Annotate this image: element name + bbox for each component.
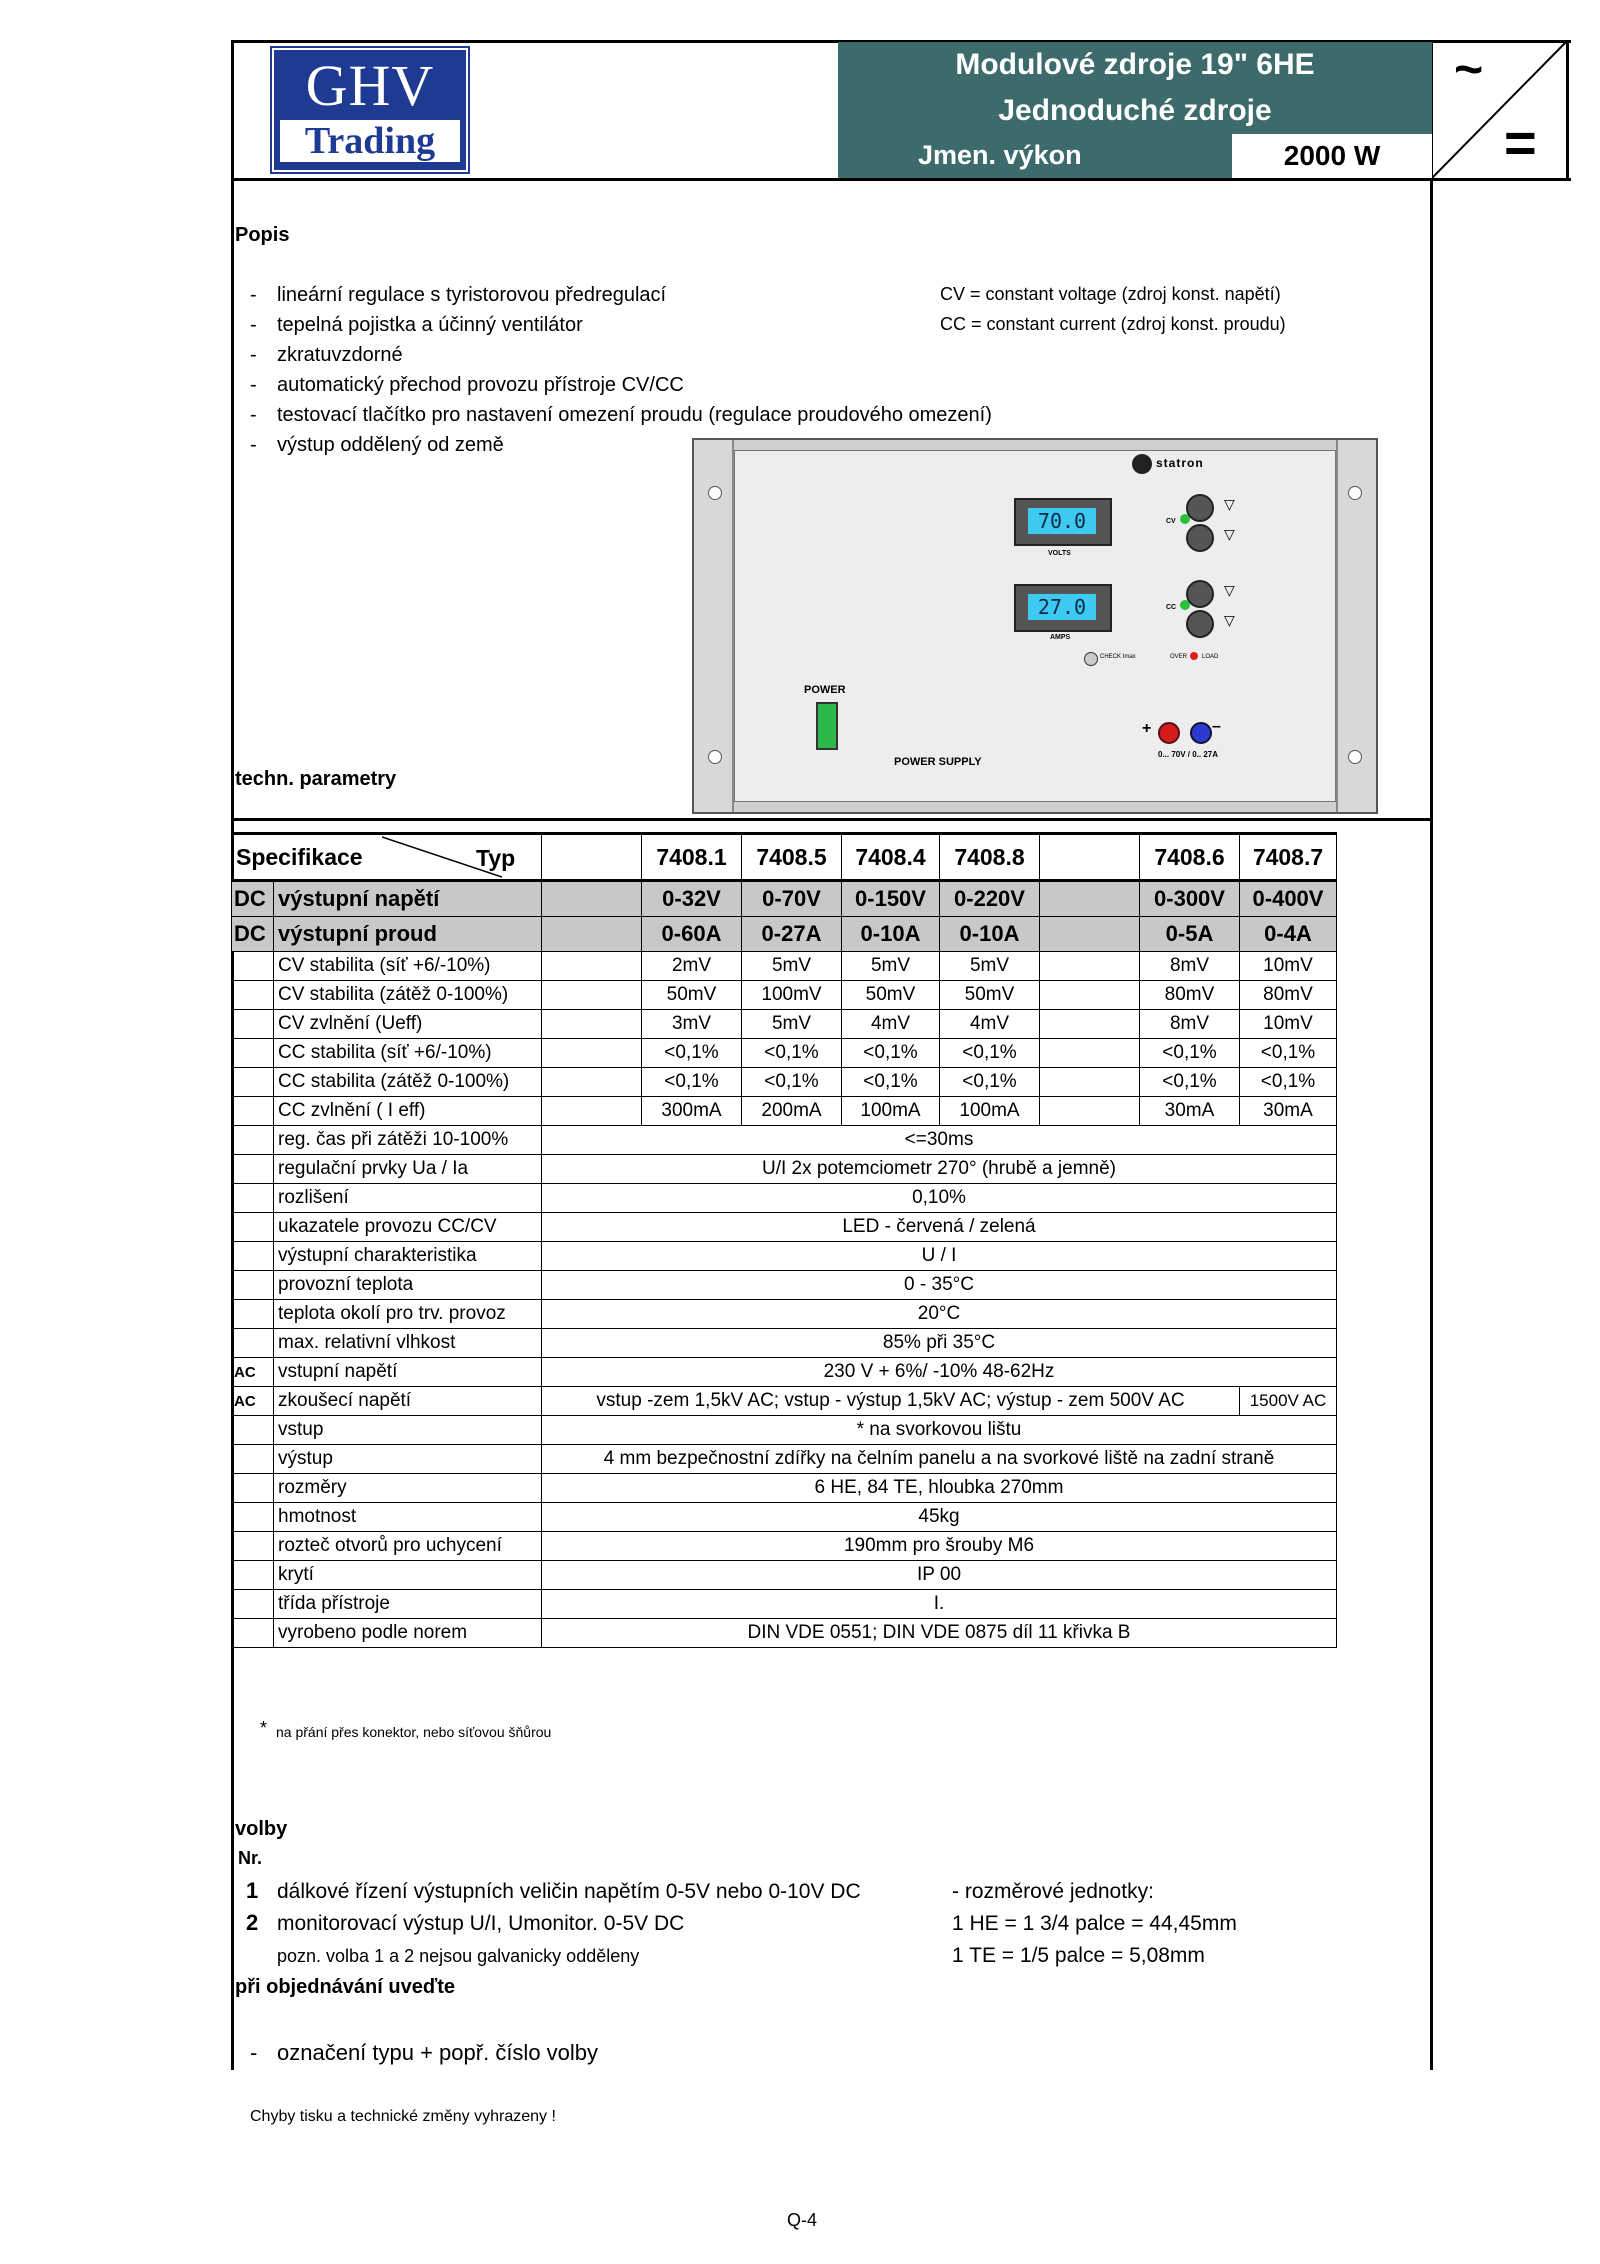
type-cell: 7408.4	[842, 834, 940, 881]
table-cell: 5mV	[742, 1010, 842, 1039]
ghv-trading-logo	[272, 48, 468, 172]
cv-knob-icon[interactable]	[1186, 524, 1214, 552]
table-row	[232, 1590, 1337, 1619]
current-display: 27.0	[1028, 594, 1096, 620]
options-title: volby	[235, 1818, 288, 1840]
table-cell: 0 - 35°C	[542, 1271, 1337, 1300]
cc-knob-icon[interactable]	[1186, 610, 1214, 638]
section-title-popis: Popis	[235, 224, 290, 246]
row-label: max. relativní vlhkost	[274, 1329, 542, 1358]
desc-dash: -	[250, 434, 257, 456]
power-label: Jmen. výkon	[918, 140, 1082, 170]
voltage-display-frame	[1014, 498, 1112, 546]
table-row	[232, 1097, 1337, 1126]
header-subtitle: Jednoduché zdroje	[998, 94, 1272, 127]
row-label: provozní teplota	[274, 1271, 542, 1300]
table-cell: <0,1%	[842, 1068, 940, 1097]
row-label: krytí	[274, 1561, 542, 1590]
table-cell: 100mV	[742, 981, 842, 1010]
table-row	[232, 1619, 1337, 1648]
row-prefix: DC	[232, 917, 274, 952]
row-prefix	[232, 1561, 274, 1590]
mount-hole-icon	[1348, 750, 1362, 764]
table-row	[232, 1271, 1337, 1300]
spacer-cell	[542, 917, 642, 952]
desc-dash: -	[250, 314, 257, 336]
mount-hole-icon	[708, 486, 722, 500]
ac-dc-symbol-icon	[1432, 40, 1568, 180]
logo-top-text: GHV	[305, 53, 435, 118]
table-cell: I.	[542, 1590, 1337, 1619]
desc-item: zkratuvzdorné	[277, 344, 403, 366]
header-bottom-border	[231, 178, 1571, 181]
spacer-cell	[542, 1068, 642, 1097]
table-cell: 8mV	[1140, 1010, 1240, 1039]
plus-sign: +	[1142, 720, 1152, 737]
spacer-cell	[542, 952, 642, 981]
triangle-down-icon: ▽	[1224, 582, 1235, 598]
spec-top-border	[231, 818, 1433, 821]
power-supply-label: POWER SUPPLY	[894, 756, 982, 768]
row-label: CV stabilita (zátěž 0-100%)	[274, 981, 542, 1010]
spacer-cell	[1040, 1097, 1140, 1126]
device-photo	[692, 438, 1378, 814]
table-row	[232, 1184, 1337, 1213]
table-cell: 4mV	[842, 1010, 940, 1039]
table-cell: 2mV	[642, 952, 742, 981]
table-cell: 45kg	[542, 1503, 1337, 1532]
table-cell: 0,10%	[542, 1184, 1337, 1213]
table-cell: 0-400V	[1240, 881, 1337, 917]
desc-item: výstup oddělený od země	[277, 434, 504, 456]
row-label: CC stabilita (síť +6/-10%)	[274, 1039, 542, 1068]
table-row	[232, 1242, 1337, 1271]
volts-label: VOLTS	[1048, 550, 1071, 557]
table-cell: 50mV	[940, 981, 1040, 1010]
table-cell: 0-70V	[742, 881, 842, 917]
table-cell: <0,1%	[842, 1039, 940, 1068]
table-row	[232, 1126, 1337, 1155]
table-row	[232, 981, 1337, 1010]
table-row	[232, 1300, 1337, 1329]
logo-bottom-text: Trading	[280, 120, 460, 162]
voltage-display: 70.0	[1028, 508, 1096, 534]
type-cell: 7408.5	[742, 834, 842, 881]
table-row	[232, 1068, 1337, 1097]
row-prefix	[232, 1039, 274, 1068]
table-cell: 0-60A	[642, 917, 742, 952]
table-cell: 1500V AC	[1240, 1387, 1337, 1416]
table-row	[232, 1416, 1337, 1445]
desc-dash: -	[250, 344, 257, 366]
spacer-cell	[1040, 881, 1140, 917]
mount-hole-icon	[708, 750, 722, 764]
mount-hole-icon	[1348, 486, 1362, 500]
option-number: 2	[246, 1910, 259, 1935]
page-number: Q-4	[787, 2210, 818, 2230]
row-label: reg. čas při zátěži 10-100%	[274, 1126, 542, 1155]
table-cell: 0-5A	[1140, 917, 1240, 952]
row-label: výstupní charakteristika	[274, 1242, 542, 1271]
cv-note: CV = constant voltage (zdroj konst. napětí)	[940, 284, 1281, 304]
ac-symbol: ~	[1454, 41, 1484, 97]
table-cell: 300mA	[642, 1097, 742, 1126]
order-title: při objednávání uveďte	[235, 1976, 455, 1998]
table-row	[232, 1010, 1337, 1039]
spacer-cell	[542, 881, 642, 917]
table-row	[232, 1358, 1337, 1387]
table-cell: 50mV	[642, 981, 742, 1010]
tech-params-label: techn. parametry	[235, 768, 397, 790]
table-cell: 5mV	[940, 952, 1040, 981]
power-switch-label: POWER	[804, 684, 846, 696]
spacer-cell	[1040, 1068, 1140, 1097]
spacer-cell	[542, 1010, 642, 1039]
spec-table	[231, 832, 1337, 1648]
triangle-down-icon: ▽	[1224, 496, 1235, 512]
minus-sign: –	[1212, 718, 1221, 735]
row-label: výstupní proud	[274, 917, 542, 952]
table-row	[232, 1532, 1337, 1561]
footnote-star: *	[260, 1718, 268, 1738]
table-cell: 0-220V	[940, 881, 1040, 917]
row-label: vstup	[274, 1416, 542, 1445]
row-label: zkoušecí napětí	[274, 1387, 542, 1416]
desc-item: automatický přechod provozu přístroje CV/CC	[277, 374, 684, 396]
row-prefix	[232, 1184, 274, 1213]
row-label: třída přístroje	[274, 1590, 542, 1619]
overload-led-icon	[1190, 652, 1198, 660]
dc-symbol: =	[1504, 111, 1537, 174]
desc-dash: -	[250, 404, 257, 426]
option-text: monitorovací výstup U/I, Umonitor. 0-5V DC	[277, 1912, 685, 1935]
table-cell: U / I	[542, 1242, 1337, 1271]
amps-label: AMPS	[1050, 634, 1071, 641]
row-label: CC stabilita (zátěž 0-100%)	[274, 1068, 542, 1097]
brand-label: statron	[1156, 456, 1204, 470]
double-triangle-down-icon: ▽	[1224, 612, 1235, 628]
row-label: CV stabilita (síť +6/-10%)	[274, 952, 542, 981]
row-label: hmotnost	[274, 1503, 542, 1532]
units-te: 1 TE = 1/5 palce = 5,08mm	[952, 1944, 1205, 1967]
table-cell: 200mA	[742, 1097, 842, 1126]
statron-logo-icon	[1132, 454, 1152, 474]
row-label: CV zvlnění (Ueff)	[274, 1010, 542, 1039]
row-label: rozlišení	[274, 1184, 542, 1213]
positive-terminal-icon	[1158, 722, 1180, 744]
spacer-cell	[1040, 1039, 1140, 1068]
row-label: výstupní napětí	[274, 881, 542, 917]
row-prefix	[232, 1619, 274, 1648]
table-cell: 190mm pro šrouby M6	[542, 1532, 1337, 1561]
desc-dash: -	[250, 284, 257, 306]
row-label: vyrobeno podle norem	[274, 1619, 542, 1648]
check-label: CHECK Imax	[1100, 654, 1136, 660]
frame-right-border	[1430, 40, 1433, 2070]
spec-label: Specifikace	[236, 843, 363, 870]
row-prefix	[232, 952, 274, 981]
row-label: rozměry	[274, 1474, 542, 1503]
table-cell: 0-150V	[842, 881, 940, 917]
row-label: výstup	[274, 1445, 542, 1474]
double-triangle-down-icon: ▽	[1224, 526, 1235, 542]
row-prefix	[232, 1010, 274, 1039]
spacer-cell	[1040, 952, 1140, 981]
table-cell: 5mV	[842, 952, 940, 981]
row-prefix	[232, 1503, 274, 1532]
spacer-cell	[542, 1097, 642, 1126]
row-prefix	[232, 1532, 274, 1561]
table-cell: 0-32V	[642, 881, 742, 917]
spec-header-row	[232, 834, 1337, 881]
table-cell: 100mA	[940, 1097, 1040, 1126]
row-label: ukazatele provozu CC/CV	[274, 1213, 542, 1242]
row-prefix	[232, 1271, 274, 1300]
table-cell: LED - červená / zelená	[542, 1213, 1337, 1242]
table-cell: <0,1%	[742, 1039, 842, 1068]
row-prefix	[232, 1155, 274, 1184]
table-cell: U/I 2x potemciometr 270° (hrubě a jemně)	[542, 1155, 1337, 1184]
table-cell: 100mA	[842, 1097, 940, 1126]
table-cell: <0,1%	[1240, 1039, 1337, 1068]
units-title: - rozměrové jednotky:	[952, 1880, 1154, 1903]
disclaimer: Chyby tisku a technické změny vyhrazeny !	[250, 2108, 556, 2125]
table-cell: 80mV	[1240, 981, 1337, 1010]
row-prefix	[232, 1097, 274, 1126]
current-display-frame	[1014, 584, 1112, 632]
table-cell: 0-10A	[940, 917, 1040, 952]
desc-dash: -	[250, 374, 257, 396]
table-cell: 4 mm bezpečnostní zdířky na čelním panelu a na svorkové liště na zadní straně	[542, 1445, 1337, 1474]
spacer-cell	[542, 981, 642, 1010]
header-banner	[838, 42, 1432, 178]
row-prefix	[232, 1126, 274, 1155]
table-cell: 8mV	[1140, 952, 1240, 981]
options-note: pozn. volba 1 a 2 nejsou galvanicky odděleny	[277, 1946, 640, 1966]
table-cell: <0,1%	[642, 1039, 742, 1068]
order-dash: -	[250, 2040, 258, 2065]
option-number: 1	[246, 1878, 259, 1903]
table-row	[232, 1039, 1337, 1068]
row-prefix	[232, 1213, 274, 1242]
spacer-cell	[1040, 834, 1140, 881]
table-row	[232, 917, 1337, 952]
table-cell: 10mV	[1240, 952, 1337, 981]
header-title: Modulové zdroje 19" 6HE	[955, 48, 1315, 81]
table-row	[232, 1445, 1337, 1474]
type-cell: 7408.1	[642, 834, 742, 881]
cv-label: CV	[1166, 518, 1176, 525]
table-cell: 6 HE, 84 TE, hloubka 270mm	[542, 1474, 1337, 1503]
order-item: označení typu + popř. číslo volby	[277, 2040, 599, 2065]
row-prefix	[232, 1068, 274, 1097]
row-prefix	[232, 1445, 274, 1474]
negative-terminal-icon	[1190, 722, 1212, 744]
table-cell: 80mV	[1140, 981, 1240, 1010]
table-cell: <0,1%	[1140, 1039, 1240, 1068]
table-row	[232, 1329, 1337, 1358]
table-cell: 30mA	[1140, 1097, 1240, 1126]
table-cell: vstup -zem 1,5kV AC; vstup - výstup 1,5kV AC; výstup - zem 500V AC	[542, 1387, 1240, 1416]
table-cell: 0-27A	[742, 917, 842, 952]
power-value: 2000 W	[1232, 134, 1432, 178]
table-cell: 85% při 35°C	[542, 1329, 1337, 1358]
table-row	[232, 1155, 1337, 1184]
table-cell: 10mV	[1240, 1010, 1337, 1039]
footnote: na přání přes konektor, nebo síťovou šňůrou	[276, 1724, 552, 1740]
over-label: OVER	[1170, 654, 1188, 660]
row-prefix	[232, 1242, 274, 1271]
table-cell: 20°C	[542, 1300, 1337, 1329]
cv-knob-icon[interactable]	[1186, 494, 1214, 522]
type-cell: 7408.8	[940, 834, 1040, 881]
table-row	[232, 1561, 1337, 1590]
table-row	[232, 1474, 1337, 1503]
table-cell: 50mV	[842, 981, 940, 1010]
desc-item: testovací tlačítko pro nastavení omezení proudu (regulace proudového omezení)	[277, 404, 992, 426]
check-button-icon[interactable]	[1084, 652, 1098, 666]
table-cell: 30mA	[1240, 1097, 1337, 1126]
table-row	[232, 1503, 1337, 1532]
option-text: dálkové řízení výstupních veličin napětím 0-5V nebo 0-10V DC	[277, 1880, 861, 1903]
table-cell: 230 V + 6%/ -10% 48-62Hz	[542, 1358, 1337, 1387]
table-cell: <0,1%	[940, 1039, 1040, 1068]
row-prefix: AC	[232, 1387, 274, 1416]
table-row	[232, 1213, 1337, 1242]
row-label: CC zvlnění ( I eff)	[274, 1097, 542, 1126]
cc-note: CC = constant current (zdroj konst. proudu)	[940, 314, 1286, 334]
table-cell: 0-300V	[1140, 881, 1240, 917]
table-cell: <0,1%	[742, 1068, 842, 1097]
row-label: rozteč otvorů pro uchycení	[274, 1532, 542, 1561]
row-prefix	[232, 1590, 274, 1619]
row-label: vstupní napětí	[274, 1358, 542, 1387]
options-nr-label: Nr.	[238, 1848, 263, 1868]
row-prefix: AC	[232, 1358, 274, 1387]
row-label: regulační prvky Ua / Ia	[274, 1155, 542, 1184]
spacer-cell	[542, 834, 642, 881]
table-row	[232, 952, 1337, 981]
desc-item: tepelná pojistka a účinný ventilátor	[277, 314, 583, 336]
ac-dc-symbol	[1432, 40, 1568, 180]
table-cell: 4mV	[940, 1010, 1040, 1039]
cc-knob-icon[interactable]	[1186, 580, 1214, 608]
type-cell: 7408.6	[1140, 834, 1240, 881]
desc-item: lineární regulace s tyristorovou předregulací	[277, 284, 667, 306]
table-row	[232, 1387, 1337, 1416]
spacer-cell	[1040, 917, 1140, 952]
table-cell: <0,1%	[940, 1068, 1040, 1097]
row-prefix	[232, 1474, 274, 1503]
spec-typ-header	[232, 834, 542, 881]
type-cell: 7408.7	[1240, 834, 1337, 881]
table-cell: IP 00	[542, 1561, 1337, 1590]
power-switch[interactable]	[816, 702, 838, 750]
table-cell: 5mV	[742, 952, 842, 981]
table-cell: <0,1%	[1140, 1068, 1240, 1097]
row-prefix	[232, 981, 274, 1010]
table-cell: <0,1%	[1240, 1068, 1337, 1097]
table-cell: <=30ms	[542, 1126, 1337, 1155]
load-label: LOAD	[1202, 654, 1219, 660]
table-cell: <0,1%	[642, 1068, 742, 1097]
spacer-cell	[1040, 981, 1140, 1010]
row-prefix: DC	[232, 881, 274, 917]
table-cell: * na svorkovou lištu	[542, 1416, 1337, 1445]
spacer-cell	[1040, 1010, 1140, 1039]
units-he: 1 HE = 1 3/4 palce = 44,45mm	[952, 1912, 1237, 1935]
table-cell: DIN VDE 0551; DIN VDE 0875 díl 11 křivka B	[542, 1619, 1337, 1648]
spacer-cell	[542, 1039, 642, 1068]
table-cell: 0-4A	[1240, 917, 1337, 952]
output-range-label: 0... 70V / 0.. 27A	[1158, 750, 1219, 759]
cc-label: CC	[1166, 604, 1177, 611]
table-cell: 0-10A	[842, 917, 940, 952]
row-prefix	[232, 1329, 274, 1358]
table-row	[232, 881, 1337, 917]
row-prefix	[232, 1300, 274, 1329]
table-cell: 3mV	[642, 1010, 742, 1039]
row-prefix	[232, 1416, 274, 1445]
row-label: teplota okolí pro trv. provoz	[274, 1300, 542, 1329]
typ-label: Typ	[476, 845, 516, 871]
